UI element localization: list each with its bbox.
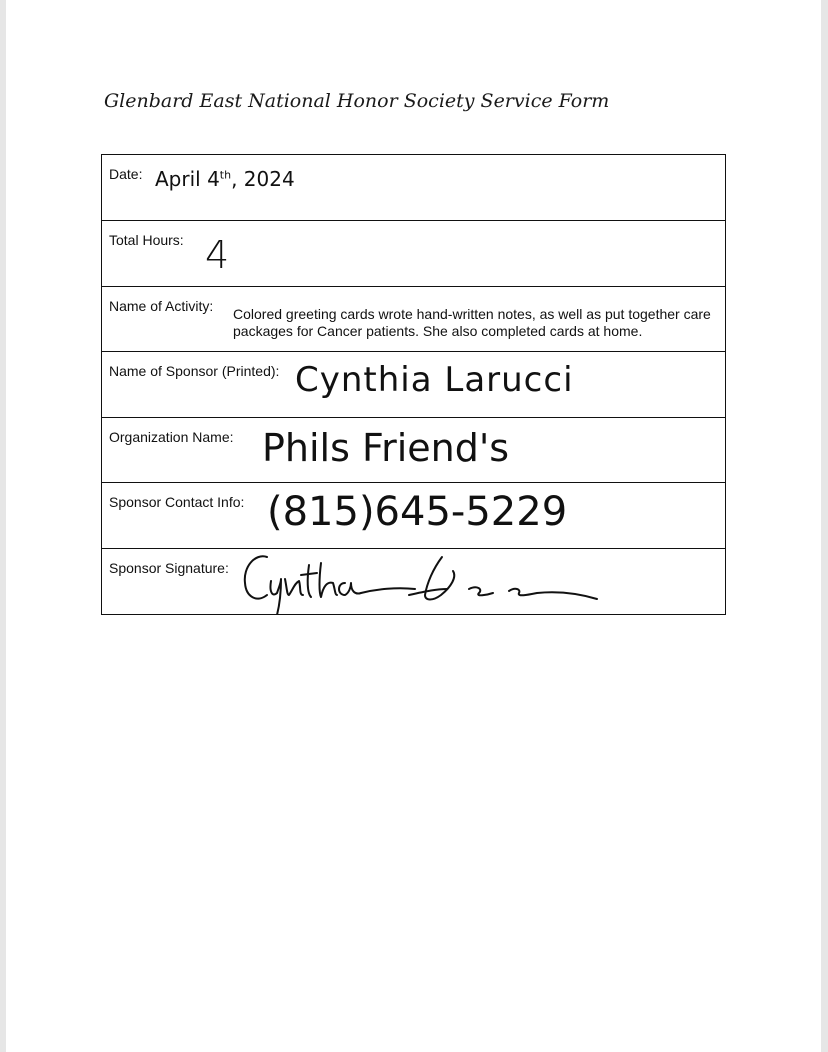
sponsor-printed-label: Name of Sponsor (Printed):: [109, 363, 280, 380]
activity-row: [102, 286, 725, 352]
sponsor-printed-value: Cynthia Larucci: [295, 360, 574, 401]
activity-label: Name of Activity:: [109, 297, 214, 314]
total-hours-row: [102, 220, 725, 286]
organization-row: [102, 417, 725, 483]
signature-row: [102, 548, 725, 614]
date-label: Date:: [109, 166, 143, 182]
total-hours-label: Total Hours:: [109, 232, 184, 248]
form-title: Glenbard East National Honor Society Service Form: [104, 90, 610, 112]
activity-value: Colored greeting cards wrote hand-written notes, as well as put together care packages for Cancer patients. She also completed cards at home.: [233, 305, 711, 339]
signature-label: Sponsor Signature:: [109, 559, 229, 576]
date-year: , 2024: [231, 167, 295, 191]
date-value: [155, 167, 295, 191]
date-superscript: th: [219, 168, 232, 182]
organization-label: Organization Name:: [109, 428, 234, 445]
total-hours-value: 4: [205, 233, 230, 277]
signature-image: [237, 549, 607, 615]
sponsor-printed-row: [102, 351, 725, 417]
contact-row: [102, 482, 725, 548]
date-row: [102, 155, 725, 220]
service-form-table: [101, 154, 726, 615]
date-month-day: April 4: [155, 167, 220, 191]
contact-value: (815)645-5229: [267, 489, 568, 536]
organization-value: Phils Friend's: [262, 425, 510, 470]
document-page: [6, 0, 821, 1052]
contact-label: Sponsor Contact Info:: [109, 494, 245, 511]
